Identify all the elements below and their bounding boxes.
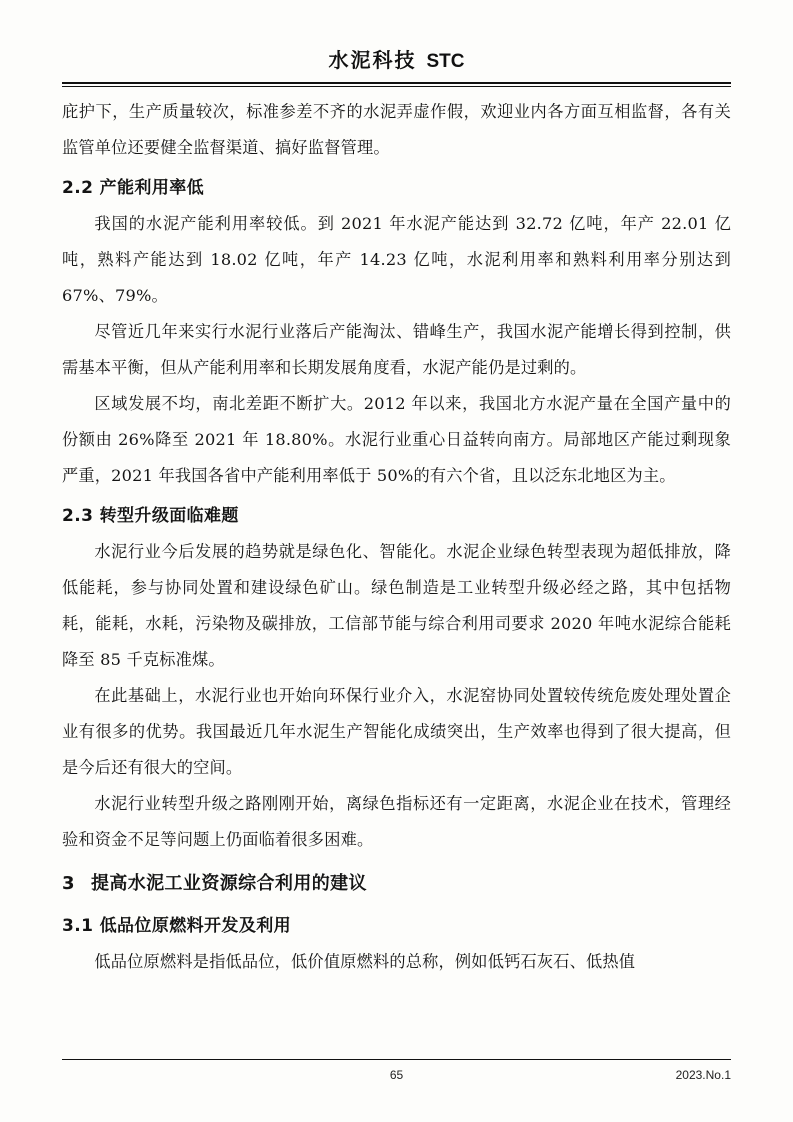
header-rule-thin <box>62 86 731 87</box>
paragraph-2-3-1: 水泥行业今后发展的趋势就是绿色化、智能化。水泥企业绿色转型表现为超低排放，降低能耗，参与协同处置和建设绿色矿山。绿色制造是工业转型升级必经之路，其中包括物耗，能耗，水耗，污染物及碳排放，工信部节能与综合利用司要求 2020 年吨水泥综合能耗降至 85 千克标准煤。 <box>62 542 731 669</box>
journal-abbreviation: STC <box>426 51 465 72</box>
paragraph-2-3-2: 在此基础上，水泥行业也开始向环保行业介入，水泥窑协同处置较传统危废处理处置企业有很多的优势。我国最近几年水泥生产智能化成绩突出，生产效率也得到了很大提高，但是今后还有很大的空间。 <box>62 686 731 777</box>
heading-3-number: 3 <box>62 873 75 894</box>
paragraph-2-3-3: 水泥行业转型升级之路刚刚开始，离绿色指标还有一定距离，水泥企业在技术，管理经验和资金不足等问题上仍面临着很多困难。 <box>62 794 731 849</box>
issue-label: 2023.No.1 <box>675 1068 731 1082</box>
header-rule-thick <box>62 82 731 84</box>
page-number: 65 <box>389 1068 404 1082</box>
paragraph-continued: 庇护下，生产质量较次，标准参差不齐的水泥弄虚作假，欢迎业内各方面互相监督，各有关监管单位还要健全监督渠道、搞好监督管理。 <box>62 102 731 157</box>
paragraph-2-2-1: 我国的水泥产能利用率较低。到 2021 年水泥产能达到 32.72 亿吨，年产 22.01 亿吨，熟料产能达到 18.02 亿吨，年产 14.23 亿吨，水泥利用率和熟料利用率分别达到 67%、79%。 <box>62 214 731 305</box>
heading-2-3: 2.3 转型升级面临难题 <box>62 506 239 526</box>
page-content <box>62 94 731 980</box>
heading-3-text: 提高水泥工业资源综合利用的建议 <box>90 873 367 894</box>
paragraph-2-2-3: 区域发展不均，南北差距不断扩大。2012 年以来，我国北方水泥产量在全国产量中的份额由 26%降至 2021 年 18.80%。水泥行业重心日益转向南方。局部地区产能过剩现象严重，2021 年我国各省中产能利用率低于 50%的有六个省，且以泛东北地区为主。 <box>62 394 731 485</box>
heading-3 <box>62 864 731 904</box>
page-header <box>0 44 793 73</box>
footer-rule <box>62 1059 731 1060</box>
journal-title: 水泥科技 <box>328 48 417 72</box>
paragraph-3-1-1: 低品位原燃料是指低品位，低价值原燃料的总称，例如低钙石灰石、低热值 <box>94 952 636 971</box>
heading-2-2: 2.2 产能利用率低 <box>62 178 205 198</box>
page-footer <box>62 1068 731 1088</box>
heading-3-1: 3.1 低品位原燃料开发及利用 <box>62 916 292 936</box>
paragraph-2-2-2: 尽管近几年来实行水泥行业落后产能淘汰、错峰生产，我国水泥产能增长得到控制，供需基本平衡，但从产能利用率和长期发展角度看，水泥产能仍是过剩的。 <box>62 322 731 377</box>
